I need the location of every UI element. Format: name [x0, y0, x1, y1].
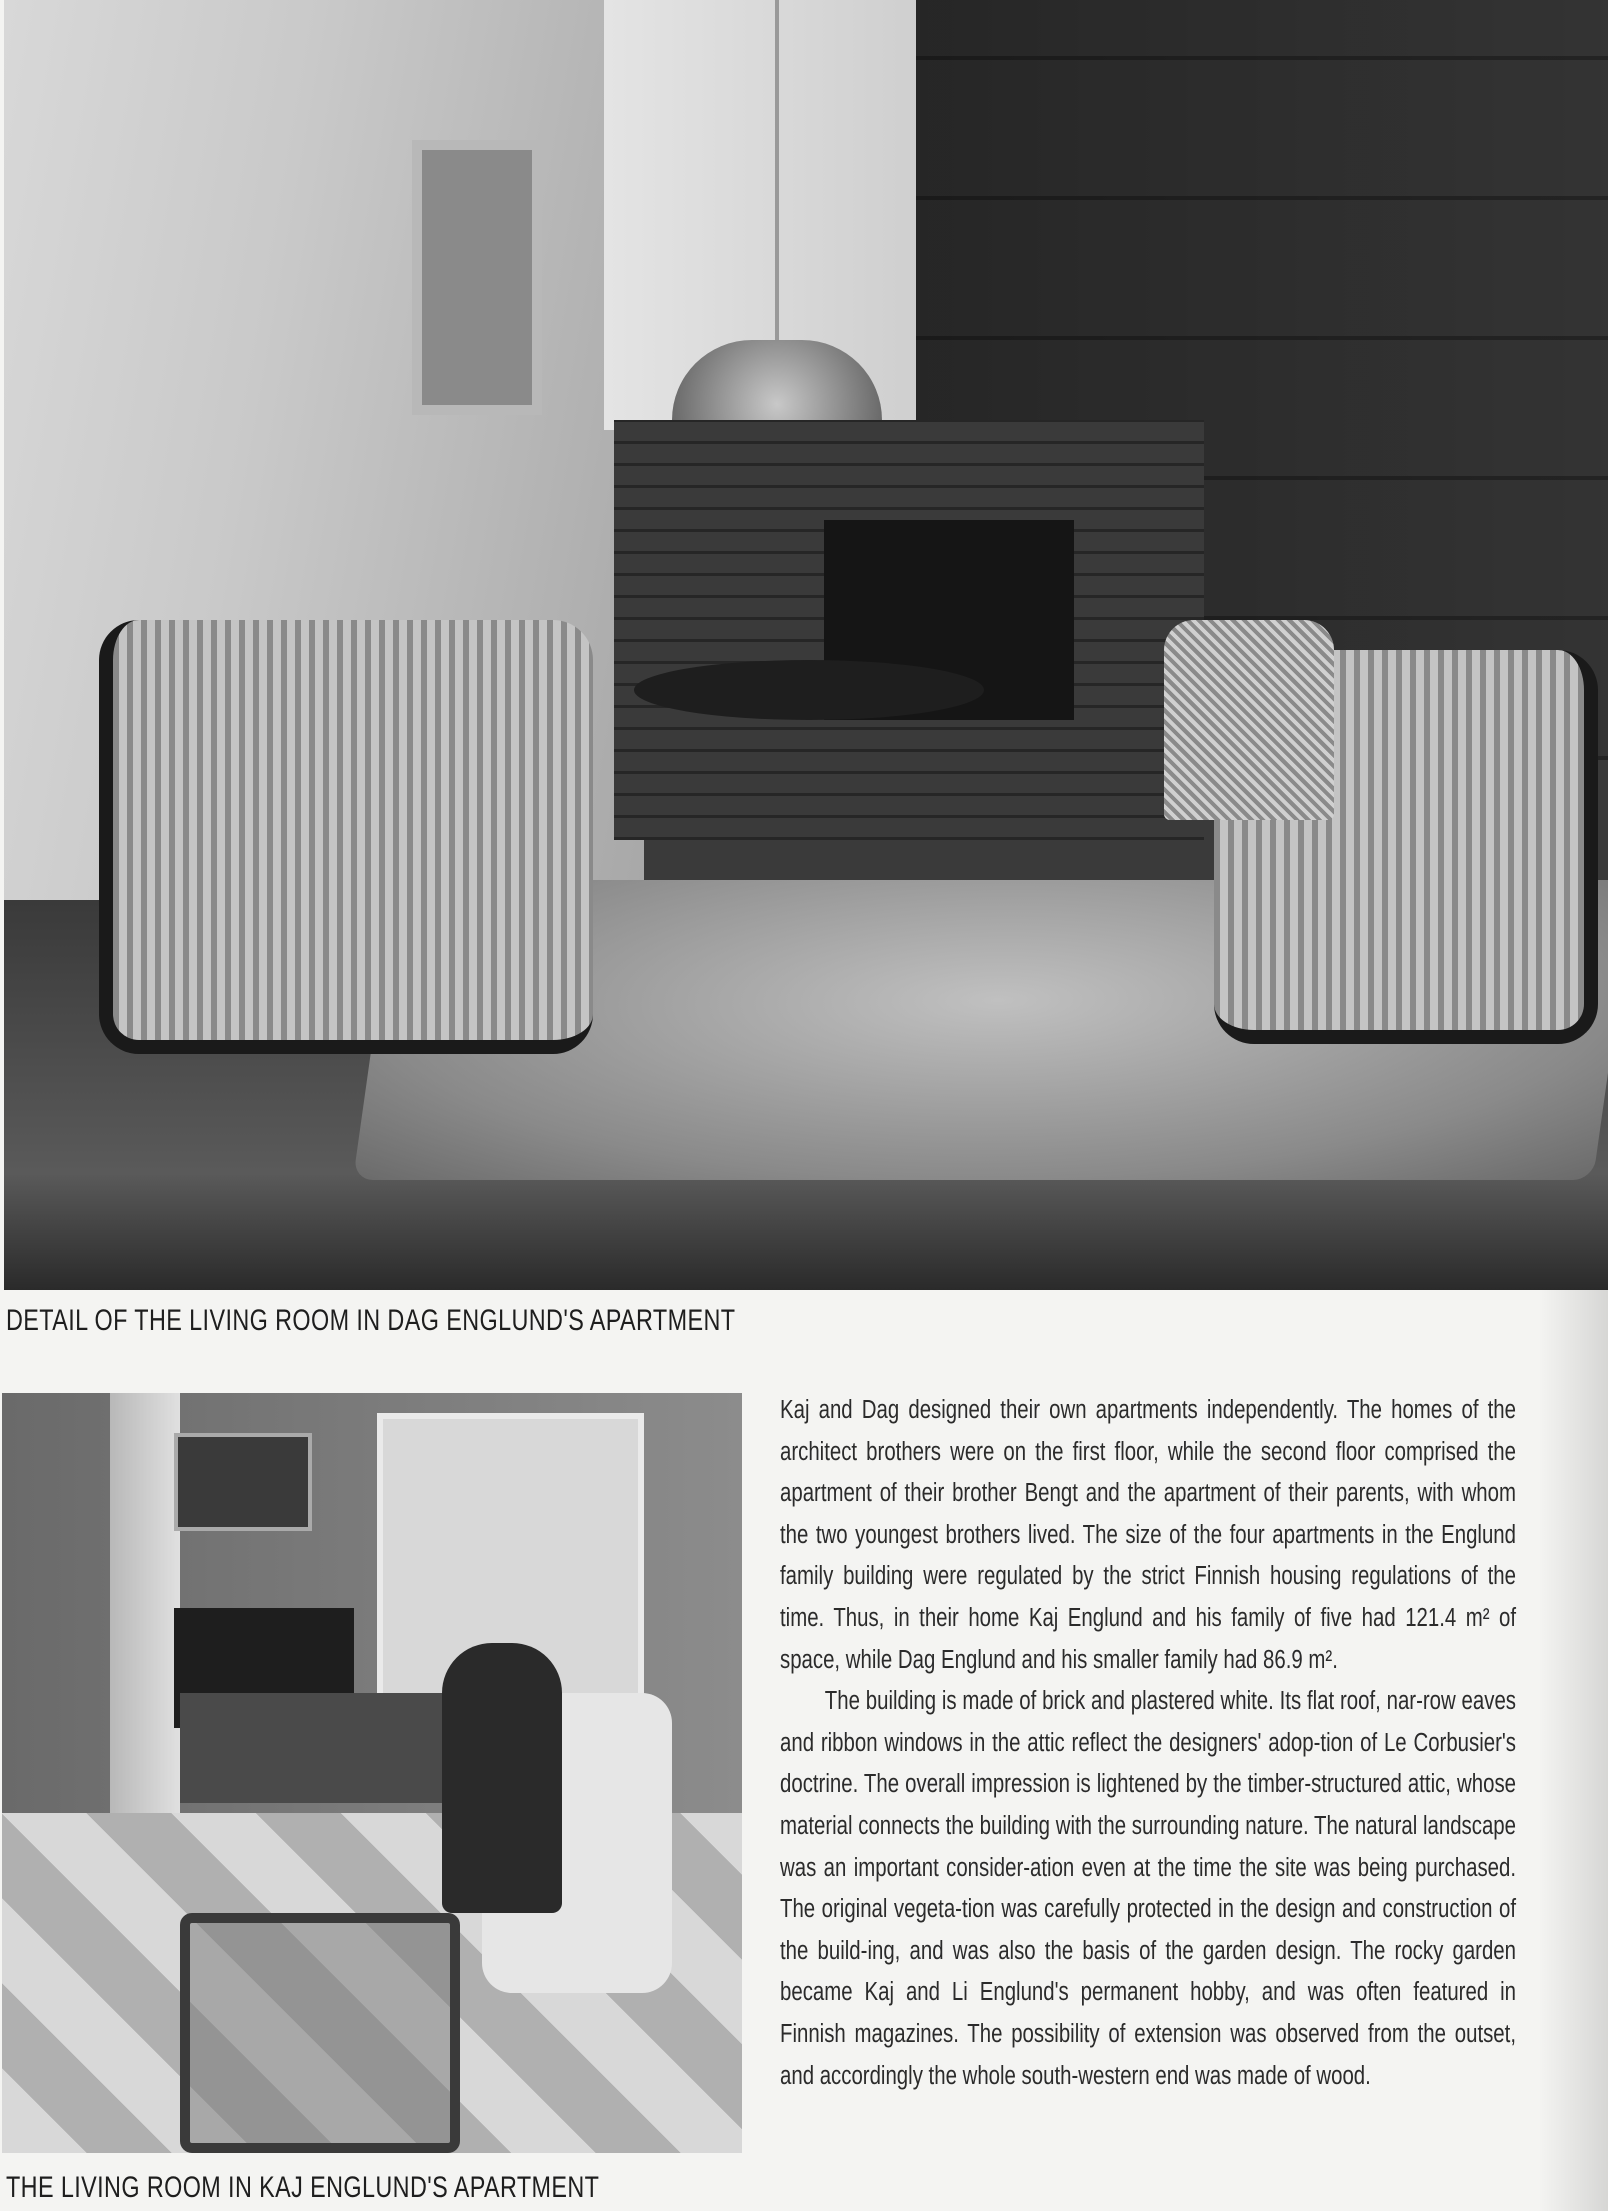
- wicker-chair: [1164, 620, 1334, 820]
- photo-caption: THE LIVING ROOM IN KAJ ENGLUND'S APARTMENT: [6, 2171, 600, 2204]
- lamp-cord: [775, 0, 779, 340]
- photo-dag-englund-living-room: [4, 0, 1608, 1290]
- body-text: [780, 1390, 1516, 2097]
- framed-picture: [412, 140, 542, 415]
- body-paragraph: Kaj and Dag designed their own apartments independently. The homes of the architect brothers were on the first floor, while the second floor comprised the apartment of their brother Bengt and the apartment of their parents, with whom the two youngest brothers lived. The size of the four apartments in the Englund family building were regulated by the strict Finnish housing regulations of the time. Thus, in their home Kaj Englund and his family of five had 121.4 m² of space, while Dag Englund and his smaller family had 86.9 m².: [780, 1396, 1516, 1674]
- sofa: [180, 1693, 480, 1803]
- seated-woman: [442, 1643, 562, 1913]
- photo-kaj-englund-living-room: [2, 1393, 742, 2153]
- painting: [174, 1433, 312, 1531]
- wooden-chair: [180, 1913, 460, 2153]
- page-spine-shadow: [1538, 1290, 1608, 2211]
- armchair-left: [99, 620, 593, 1054]
- photo-caption: DETAIL OF THE LIVING ROOM IN DAG ENGLUND'S APARTMENT: [6, 1304, 736, 1337]
- coffee-table: [634, 660, 984, 720]
- body-paragraph: The building is made of brick and plastered white. Its flat roof, nar-row eaves and ribbon windows in the attic reflect the designers' adop-tion of Le Corbusier's doctrine. The overall impression is lightened by the timber-structured attic, whose material connects the building with the surrounding nature. The natural landscape was an important consider-ation even at the time the site was being purchased. The original vegeta-tion was carefully protected in the design and construction of the build-ing, and was also the basis of the garden design. The rocky garden became Kaj and Li Englund's permanent hobby, and was often featured in Finnish magazines. The possibility of extension was observed from the outset, and accordingly the whole south-western end was made of wood.: [780, 1687, 1516, 2090]
